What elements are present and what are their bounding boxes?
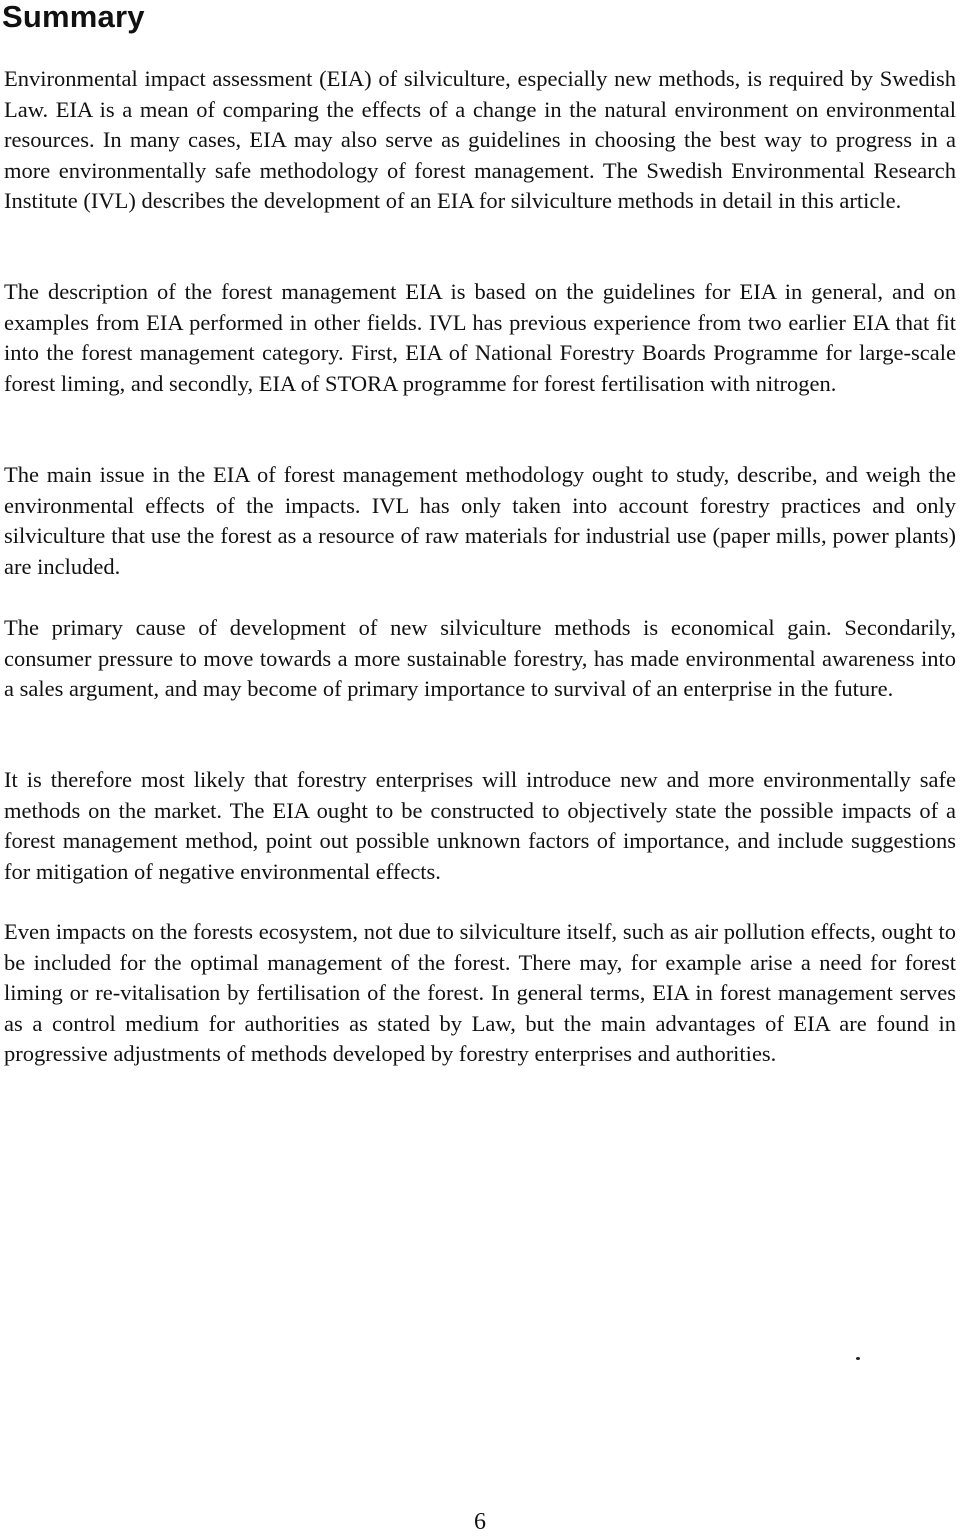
summary-paragraph-3: The main issue in the EIA of forest management methodology ought to study, describe, and weigh the environmental effects of the impacts. IVL has only taken into account forestry practices and only silviculture that use the forest as a resource of raw materials for industrial use (paper mills, power plants) are included.	[4, 462, 956, 579]
page-title: Summary	[2, 0, 145, 34]
summary-paragraph-1: Environmental impact assessment (EIA) of silviculture, especially new methods, is required by Swedish Law. EIA is a mean of comparing the effects of a change in the natural environment on environmental resources. In many cases, EIA may also serve as guidelines in choosing the best way to progress in a more environmentally safe methodology of forest management. The Swedish Environmental Research Institute (IVL) describes the development of an EIA for silviculture methods in detail in this article.	[4, 66, 956, 213]
summary-paragraph-2: The description of the forest management EIA is based on the guidelines for EIA in general, and on examples from EIA performed in other fields. IVL has previous experience from two earlier EIA that fit into the forest management category. First, EIA of National Forestry Boards Programme for large-scale forest liming, and secondly, EIA of STORA programme for forest fertilisation with nitrogen.	[4, 279, 956, 396]
summary-paragraph-6: Even impacts on the forests ecosystem, not due to silviculture itself, such as air pollution effects, ought to be included for the optimal management of the forest. There may, for example arise a need for forest liming or re-vitalisation by fertilisation of the forest. In general terms, EIA in forest management serves as a control medium for authorities as stated by Law, but the main advantages of EIA are found in progressive adjustments of methods developed by forestry enterprises and authorities.	[4, 919, 956, 1066]
page-number: 6	[474, 1509, 486, 1535]
scan-artifact-dot	[856, 1357, 860, 1360]
summary-paragraph-5: It is therefore most likely that forestry enterprises will introduce new and more environmentally safe methods on the market. The EIA ought to be constructed to objectively state the possible impacts of a forest management method, point out possible unknown factors of importance, and include suggestions for mitigation of negative environmental effects.	[4, 767, 956, 884]
summary-paragraph-4: The primary cause of development of new silviculture methods is economical gain. Secondarily, consumer pressure to move towards a more sustainable forestry, has made environmental awareness into a sales argument, and may become of primary importance to survival of an enterprise in the future.	[4, 615, 956, 701]
